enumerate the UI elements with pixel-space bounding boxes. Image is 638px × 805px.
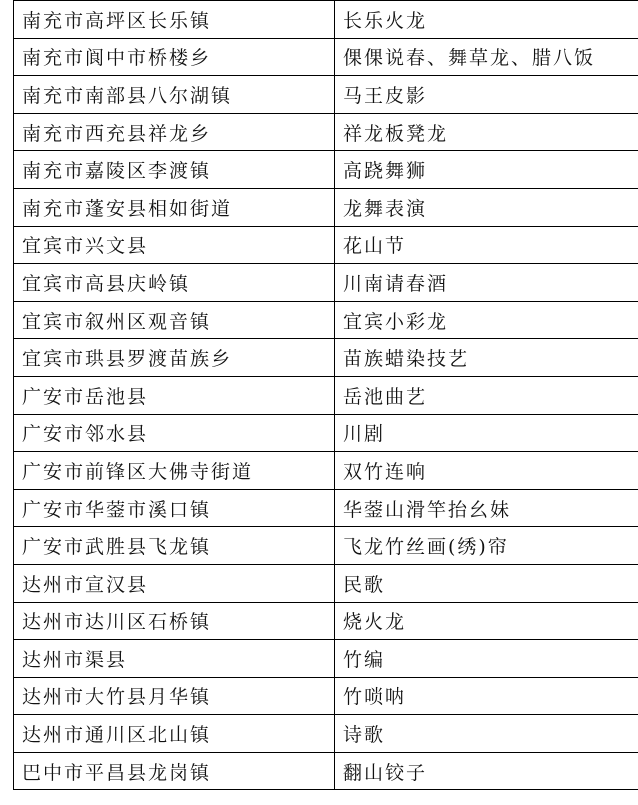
location-cell: 宜宾市叙州区观音镇 — [14, 301, 335, 339]
table-row — [14, 640, 638, 678]
table-row — [14, 1, 638, 39]
location-cell: 达州市渠县 — [14, 640, 335, 678]
item-cell: 双竹连响 — [335, 452, 638, 490]
table-row — [14, 527, 638, 565]
location-cell: 达州市大竹县月华镇 — [14, 677, 335, 715]
item-cell: 民歌 — [335, 564, 638, 602]
location-cell: 广安市前锋区大佛寺街道 — [14, 452, 335, 490]
location-cell: 南充市嘉陵区李渡镇 — [14, 151, 335, 189]
item-cell: 宜宾小彩龙 — [335, 301, 638, 339]
location-cell: 南充市阆中市桥楼乡 — [14, 38, 335, 76]
item-cell: 长乐火龙 — [335, 1, 638, 39]
table-row — [14, 339, 638, 377]
item-cell: 龙舞表演 — [335, 188, 638, 226]
table-row — [14, 151, 638, 189]
table-row — [14, 188, 638, 226]
item-cell: 倮倮说春、舞草龙、腊八饭 — [335, 38, 638, 76]
item-cell: 马王皮影 — [335, 76, 638, 114]
table-row — [14, 489, 638, 527]
heritage-table — [13, 0, 638, 790]
item-cell: 翻山铰子 — [335, 752, 638, 790]
table-row — [14, 113, 638, 151]
table-row — [14, 602, 638, 640]
item-cell: 岳池曲艺 — [335, 376, 638, 414]
table-row — [14, 301, 638, 339]
table-row — [14, 76, 638, 114]
item-cell: 苗族蜡染技艺 — [335, 339, 638, 377]
table-row — [14, 264, 638, 302]
location-cell: 南充市蓬安县相如街道 — [14, 188, 335, 226]
item-cell: 竹唢呐 — [335, 677, 638, 715]
table-row — [14, 452, 638, 490]
location-cell: 达州市达川区石桥镇 — [14, 602, 335, 640]
item-cell: 高跷舞狮 — [335, 151, 638, 189]
item-cell: 烧火龙 — [335, 602, 638, 640]
item-cell: 诗歌 — [335, 715, 638, 753]
location-cell: 广安市岳池县 — [14, 376, 335, 414]
location-cell: 宜宾市珙县罗渡苗族乡 — [14, 339, 335, 377]
location-cell: 巴中市平昌县龙岗镇 — [14, 752, 335, 790]
item-cell: 川南请春酒 — [335, 264, 638, 302]
location-cell: 南充市高坪区长乐镇 — [14, 1, 335, 39]
item-cell: 飞龙竹丝画(绣)帘 — [335, 527, 638, 565]
location-cell: 达州市通川区北山镇 — [14, 715, 335, 753]
table-row — [14, 752, 638, 790]
location-cell: 南充市西充县祥龙乡 — [14, 113, 335, 151]
table-row — [14, 38, 638, 76]
item-cell: 祥龙板凳龙 — [335, 113, 638, 151]
table-row — [14, 715, 638, 753]
location-cell: 广安市武胜县飞龙镇 — [14, 527, 335, 565]
location-cell: 广安市邻水县 — [14, 414, 335, 452]
table-row — [14, 226, 638, 264]
table-row — [14, 376, 638, 414]
item-cell: 花山节 — [335, 226, 638, 264]
table-row — [14, 564, 638, 602]
location-cell: 南充市南部县八尔湖镇 — [14, 76, 335, 114]
location-cell: 达州市宣汉县 — [14, 564, 335, 602]
table-row — [14, 677, 638, 715]
table-row — [14, 414, 638, 452]
document-sheet — [13, 0, 629, 790]
item-cell: 川剧 — [335, 414, 638, 452]
location-cell: 宜宾市兴文县 — [14, 226, 335, 264]
location-cell: 宜宾市高县庆岭镇 — [14, 264, 335, 302]
item-cell: 竹编 — [335, 640, 638, 678]
item-cell: 华蓥山滑竿抬幺妹 — [335, 489, 638, 527]
location-cell: 广安市华蓥市溪口镇 — [14, 489, 335, 527]
